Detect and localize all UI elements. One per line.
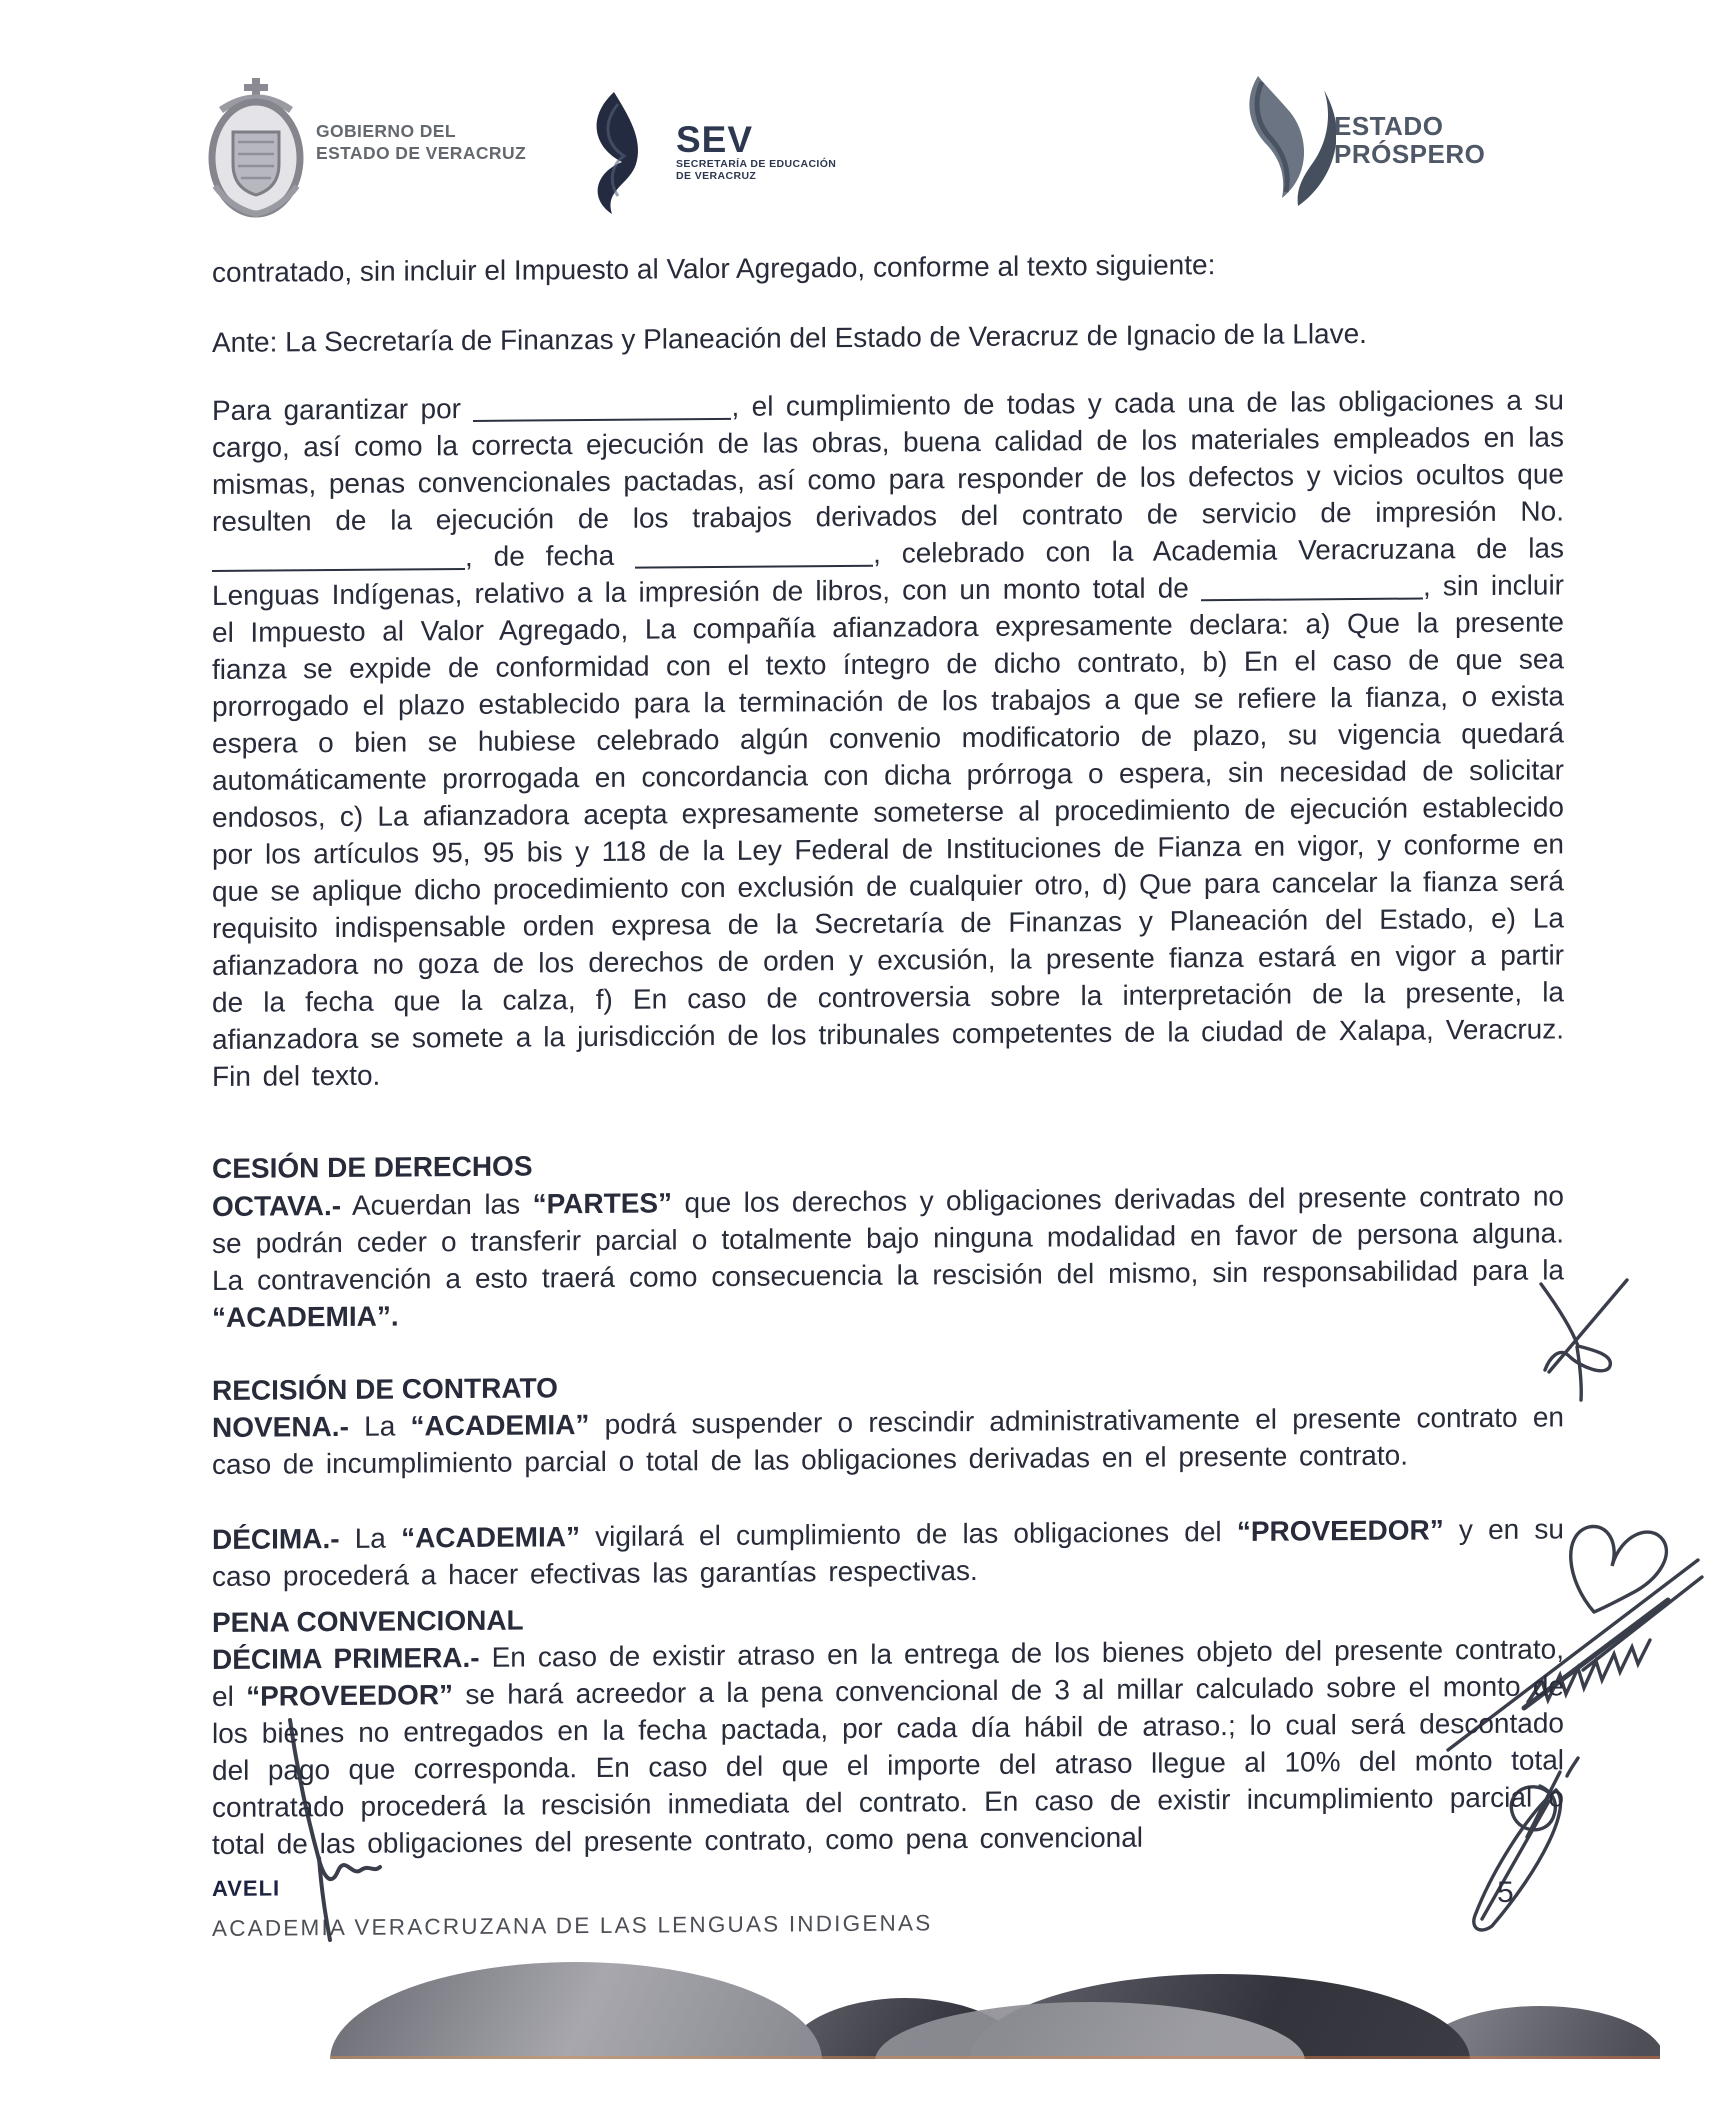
paragraph-decima: DÉCIMA.- La “ACADEMIA” vigilará el cumplimiento de las obligaciones del “PROVEEDOR” y en su caso procederá a hacer efectivas las garantías respectivas.: [212, 1513, 1565, 1592]
heading-recision-contrato: RECISIÓN DE CONTRATO: [212, 1372, 558, 1406]
gobierno-line2: ESTADO DE VERACRUZ: [316, 143, 527, 163]
heading-cesion-derechos: CESIÓN DE DERECHOS: [212, 1150, 533, 1184]
blank-underline: [1201, 576, 1423, 602]
gobierno-line1: GOBIERNO DEL: [316, 121, 456, 141]
prospero-line2: PRÓSPERO: [1334, 139, 1486, 169]
wave-dome-light-left: [330, 1962, 822, 2059]
heading-pena-convencional: PENA CONVENCIONAL: [212, 1604, 524, 1638]
sev-acronym: SEV: [676, 119, 754, 160]
blank-underline: [635, 543, 873, 569]
sev-subtitle-line1: SECRETARÍA DE EDUCACIÓN: [676, 158, 837, 170]
paragraph-novena: NOVENA.- La “ACADEMIA” podrá suspender o rescindir administrativamente el presente contrato en caso de incumplimiento parcial o total de las obligaciones derivadas en el presente contrato.: [212, 1401, 1565, 1480]
blank-underline: [212, 546, 465, 572]
footer-waves-graphic: [330, 1958, 1660, 2059]
paragraph-garantia: Para garantizar por , el cumplimiento de todas y cada una de las obligaciones a su cargo, así como la correcta ejecución de las obras, buena calidad de los materiales empleados en las mismas, penas convencionales pactadas, así como para responder de los defectos y vicios ocultos que resulten de la ejecución de los trabajos derivados del contrato de servicio de impresión No., de fecha , celebrado con la Academia Veracruzana de las Lenguas Indígenas, relativo a la impresión de libros, con un monto total de , sin incluir el Impuesto al Valor Agregado, La compañía afianzadora expresamente declara: a) Que la presente fianza se expide de conformidad con el texto íntegro de dicho contrato, b) En el caso de que sea prorrogado el plazo establecido para la terminación de los trabajos a que se refiere la fianza, o exista espera o bien se hubiese celebrado algún convenio modificatorio de plazo, su vigencia quedará automáticamente prorrogada en concordancia con dicha prórroga o espera, sin necesidad de solicitar endosos, c) La afianzadora acepta expresamente someterse al procedimiento de ejecución establecido por los artículos 95, 95 bis y 118 de la Ley Federal de Instituciones de Fianza en vigor, y conforme en que se aplique dicho procedimiento con exclusión de cualquier otro, d) Que para cancelar la fianza será requisito indispensable orden expresa de la Secretaría de Finanzas y Planeación del Estado, e) La afianzadora no goza de los derechos de orden y excusión, la presente fianza estará en vigor a partir de la fecha que la calza, f) En caso de controversia sobre la interpretación de la presente, la afianzadora se somete a la jurisdicción de los tribunales competentes de la ciudad de Xalapa, Veracruz. Fin del texto.: [212, 384, 1565, 1092]
prospero-line1: ESTADO: [1334, 111, 1444, 141]
paragraph-octava: OCTAVA.- Acuerdan las “PARTES” que los derechos y obligaciones derivadas del presente contrato no se podrán ceder o transferir parcial o totalmente bajo ninguna modalidad en favor de persona alguna. La contravención a esto traerá como consecuencia la rescisión del mismo, sin responsabilidad para la “ACADEMIA”.: [212, 1180, 1564, 1333]
paragraph-intro: contratado, sin incluir el Impuesto al Valor Agregado, conforme al texto siguiente:: [212, 249, 1216, 288]
footer-org-short: AVELI: [212, 1875, 281, 1901]
page-number: 5: [1497, 1876, 1514, 1909]
sev-subtitle-line2: DE VERACRUZ: [676, 170, 757, 182]
blank-underline: [473, 396, 731, 422]
document-body: [212, 0, 1564, 2118]
paragraph-ante: Ante: La Secretaría de Finanzas y Planeación del Estado de Veracruz de Ignacio de la Llave.: [212, 317, 1367, 358]
footer-org-long: ACADEMIA VERACRUZANA DE LAS LENGUAS INDIGENAS: [212, 1910, 933, 1941]
paragraph-decima-primera: DÉCIMA PRIMERA.- En caso de existir atraso en la entrega de los bienes objeto del presente contrato, el “PROVEEDOR” se hará acreedor a la pena convencional de 3 al millar calculado sobre el monto de los bienes no entregados en la fecha pactada, por cada día hábil de atraso.; lo cual será descontado del pago que corresponda. En caso del que el importe del atraso llegue al 10% del monto total contratado procederá la rescisión inmediata del contrato. En caso de existir incumplimiento parcial o total de las obligaciones del presente contrato, como pena convencional: [212, 1633, 1564, 1860]
